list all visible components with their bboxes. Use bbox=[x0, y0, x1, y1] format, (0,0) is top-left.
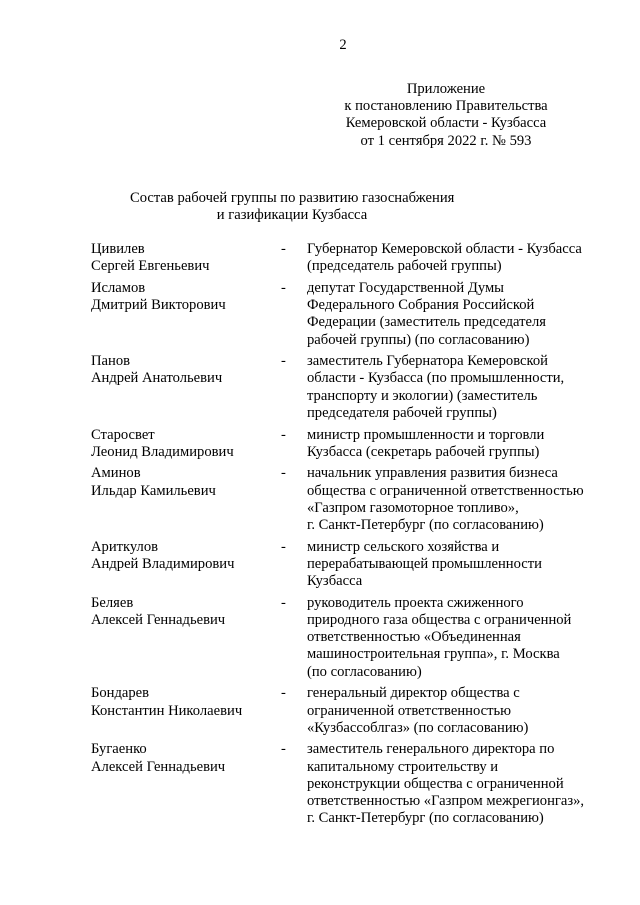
member-role-line: министр сельского хозяйства и bbox=[307, 538, 500, 555]
member-surname: Ариткулов bbox=[91, 538, 159, 555]
member-surname: Старосвет bbox=[91, 426, 155, 443]
member-row bbox=[91, 539, 606, 591]
member-row bbox=[91, 280, 606, 349]
member-role-line: Кузбасса (секретарь рабочей группы) bbox=[307, 443, 540, 460]
appendix-line: Кемеровской области - Кузбасса bbox=[345, 115, 547, 132]
member-row bbox=[91, 465, 606, 534]
member-surname: Цивилев bbox=[91, 241, 145, 257]
member-role-line: заместитель генерального директора по bbox=[307, 741, 555, 758]
member-role-line: (председатель рабочей группы) bbox=[307, 258, 502, 275]
member-given-names: Леонид Владимирович bbox=[91, 443, 234, 460]
member-separator: - bbox=[281, 353, 286, 370]
member-role-line: рабочей группы) (по согласованию) bbox=[307, 331, 530, 348]
member-row bbox=[91, 427, 606, 461]
appendix-line: Приложение bbox=[406, 81, 486, 97]
member-row bbox=[91, 241, 606, 275]
member-separator: - bbox=[281, 741, 286, 758]
member-role-line: транспорту и экологии) (заместитель bbox=[307, 387, 538, 404]
member-role-line: Губернатор Кемеровской области - Кузбасса bbox=[307, 241, 582, 257]
title-line: и газификации Кузбасса bbox=[216, 207, 368, 224]
member-separator: - bbox=[281, 685, 286, 702]
member-role-line: начальник управления развития бизнеса bbox=[307, 465, 558, 482]
member-name bbox=[91, 353, 281, 422]
member-role bbox=[305, 539, 606, 591]
member-given-names: Дмитрий Викторович bbox=[91, 297, 226, 314]
member-role-line: г. Санкт-Петербург (по согласованию) bbox=[307, 517, 544, 534]
member-name bbox=[91, 685, 281, 737]
member-role bbox=[305, 353, 606, 422]
member-role bbox=[305, 595, 606, 681]
member-separator: - bbox=[281, 426, 286, 443]
appendix-header bbox=[296, 81, 596, 150]
member-given-names: Андрей Владимирович bbox=[91, 555, 235, 572]
member-role-line: капитальному строительству и bbox=[307, 758, 499, 775]
member-surname: Беляев bbox=[91, 594, 134, 611]
member-role-line: природного газа общества с ограниченной bbox=[307, 612, 572, 629]
member-role-line: общества с ограниченной ответственностью bbox=[307, 482, 584, 499]
member-role bbox=[305, 427, 606, 461]
member-role bbox=[305, 241, 606, 275]
member-row bbox=[91, 685, 606, 737]
member-separator: - bbox=[281, 594, 286, 611]
member-name bbox=[91, 741, 281, 827]
member-row bbox=[91, 595, 606, 681]
member-role bbox=[305, 685, 606, 737]
member-separator: - bbox=[281, 241, 286, 257]
member-role-line: ответственностью «Объединенная bbox=[307, 629, 521, 646]
member-role-line: ответственностью «Газпром межрегионгаз», bbox=[307, 793, 585, 810]
member-name bbox=[91, 595, 281, 681]
member-role-line: области - Кузбасса (по промышленности, bbox=[307, 370, 565, 387]
member-name bbox=[91, 539, 281, 591]
member-surname: Панов bbox=[91, 353, 131, 370]
member-role-line: (по согласованию) bbox=[307, 663, 422, 680]
member-role bbox=[305, 280, 606, 349]
member-separator: - bbox=[281, 465, 286, 482]
member-role-line: «Кузбассоблгаз» (по согласованию) bbox=[307, 719, 529, 736]
member-name bbox=[91, 241, 281, 275]
member-separator: - bbox=[281, 279, 286, 296]
member-role-line: машиностроительная группа», г. Москва bbox=[307, 646, 560, 663]
member-given-names: Сергей Евгеньевич bbox=[91, 258, 210, 275]
member-role-line: Федерального Собрания Российской bbox=[307, 297, 535, 314]
member-separator: - bbox=[281, 538, 286, 555]
member-role bbox=[305, 741, 606, 827]
member-role-line: заместитель Губернатора Кемеровской bbox=[307, 353, 548, 370]
member-role-line: ограниченной ответственностью bbox=[307, 702, 512, 719]
member-role bbox=[305, 465, 606, 534]
members-list bbox=[91, 241, 606, 832]
appendix-line: к постановлению Правительства bbox=[344, 98, 548, 115]
member-name bbox=[91, 280, 281, 349]
page-number: 2 bbox=[339, 37, 347, 53]
member-surname: Бондарев bbox=[91, 685, 150, 702]
member-name bbox=[91, 465, 281, 534]
member-surname: Бугаенко bbox=[91, 741, 147, 758]
member-role-line: депутат Государственной Думы bbox=[307, 279, 504, 296]
member-role-line: перерабатывающей промышленности bbox=[307, 555, 542, 572]
member-given-names: Андрей Анатольевич bbox=[91, 370, 223, 387]
member-role-line: «Газпром газомоторное топливо», bbox=[307, 499, 519, 516]
member-surname: Аминов bbox=[91, 465, 141, 482]
member-given-names: Константин Николаевич bbox=[91, 702, 243, 719]
document-title bbox=[130, 190, 454, 224]
title-line: Состав рабочей группы по развитию газоснабжения bbox=[130, 190, 455, 206]
member-row bbox=[91, 741, 606, 827]
member-role-line: г. Санкт-Петербург (по согласованию) bbox=[307, 810, 544, 827]
member-given-names: Алексей Геннадьевич bbox=[91, 612, 226, 629]
appendix-line: от 1 сентября 2022 г. № 593 bbox=[360, 132, 532, 149]
member-row bbox=[91, 353, 606, 422]
member-role-line: Федерации (заместитель председателя bbox=[307, 314, 546, 331]
member-surname: Исламов bbox=[91, 279, 146, 296]
member-role-line: председателя рабочей группы) bbox=[307, 404, 497, 421]
member-role-line: реконструкции общества с ограниченной bbox=[307, 775, 564, 792]
member-role-line: Кузбасса bbox=[307, 573, 363, 590]
member-role-line: руководитель проекта сжиженного bbox=[307, 594, 524, 611]
member-role-line: генеральный директор общества с bbox=[307, 685, 520, 702]
member-name bbox=[91, 427, 281, 461]
member-given-names: Алексей Геннадьевич bbox=[91, 758, 226, 775]
member-role-line: министр промышленности и торговли bbox=[307, 426, 545, 443]
member-given-names: Ильдар Камильевич bbox=[91, 482, 216, 499]
